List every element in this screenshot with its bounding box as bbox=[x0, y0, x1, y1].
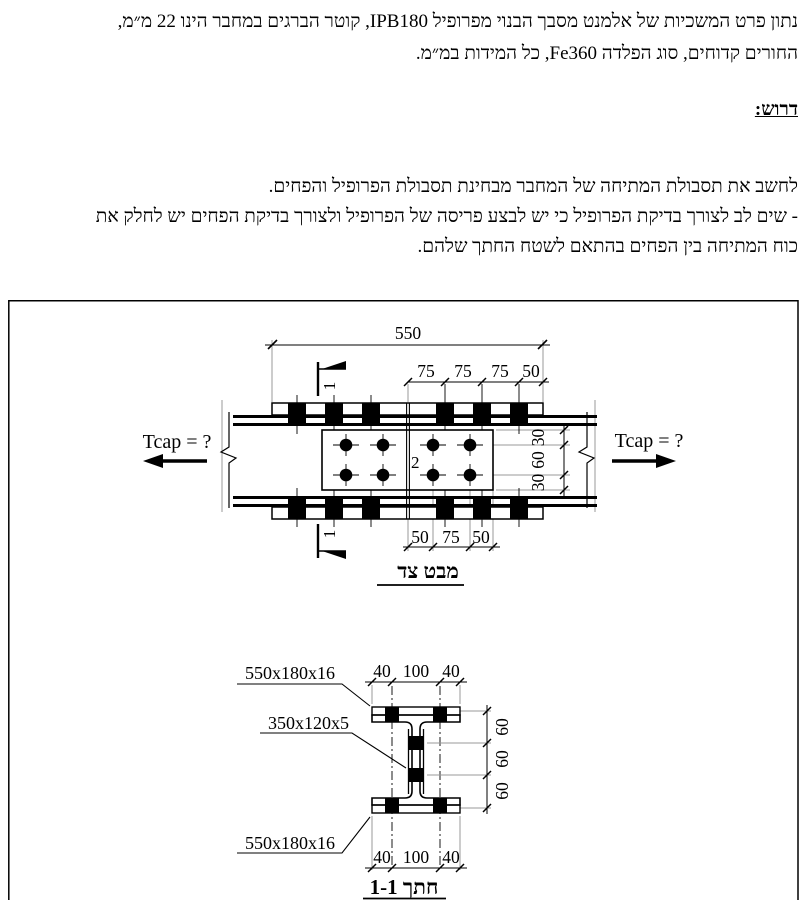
dim-sec-top-100: 100 bbox=[402, 661, 430, 681]
top-plate-size-label: 550x180x16 bbox=[245, 663, 335, 683]
section-diagram bbox=[237, 661, 512, 899]
problem-statement bbox=[8, 6, 798, 70]
intro-line-2: החורים קדוחים, סוג הפלדה Fe360, כל המידות במ״מ. bbox=[415, 43, 798, 64]
dim-sec-top-40a: 40 bbox=[373, 661, 391, 681]
bottom-flange-splice-plate bbox=[272, 507, 543, 519]
connection-detail-figure bbox=[8, 300, 799, 900]
dim-550-label: 550 bbox=[394, 323, 422, 343]
leader-bottom-plate bbox=[237, 817, 370, 853]
force-left bbox=[143, 431, 212, 468]
side-view-caption: מבט צד bbox=[397, 559, 459, 583]
force-left-arrow-head bbox=[143, 454, 163, 468]
dim-sec-right-60c: 60 bbox=[492, 782, 512, 800]
top-flange-splice-plate bbox=[272, 403, 543, 415]
required-heading-text: דרוש: bbox=[754, 99, 798, 120]
dim-top-75b: 75 bbox=[454, 361, 472, 381]
required-heading bbox=[755, 99, 798, 121]
force-left-label: Tcap = ? bbox=[142, 431, 212, 453]
section-marker-bottom-label: 1 bbox=[320, 529, 339, 539]
section-caption: חתך 1-1 bbox=[369, 875, 439, 899]
section-marker-bottom bbox=[317, 524, 346, 559]
required-line-3: כוח המתיחה בין הפחים בהתאם לשטח החתך שלהם. bbox=[417, 236, 798, 257]
dim-right-30a: 30 bbox=[528, 428, 548, 447]
bottom-plate-size-label: 550x180x16 bbox=[245, 833, 335, 853]
force-right-label: Tcap = ? bbox=[614, 430, 684, 452]
dim-sec-bot-100: 100 bbox=[402, 847, 430, 867]
dim-sec-right-60b: 60 bbox=[492, 750, 512, 768]
dim-bottom-75: 75 bbox=[442, 527, 460, 547]
dim-sec-bot-40a: 40 bbox=[373, 847, 391, 867]
section-marker-top-label: 1 bbox=[320, 381, 339, 391]
required-line-1: לחשב את תסבולת המתיחה של המחבר מבחינת תסבולת הפרופיל והפחים. bbox=[268, 176, 798, 197]
joint-gap-label: 2 bbox=[411, 453, 420, 472]
dim-bottom-50b: 50 bbox=[472, 527, 490, 547]
side-view-diagram bbox=[143, 323, 684, 585]
dim-top-75c: 75 bbox=[491, 361, 509, 381]
dim-right-30b: 30 bbox=[528, 473, 548, 492]
dim-top-50: 50 bbox=[522, 361, 540, 381]
required-line-2: - שים לב לצורך בדיקת הפרופיל כי יש לבצע פריסה של הפרופיל ולצורך בדיקת הפחים יש לחלק את bbox=[95, 206, 798, 227]
dim-web-bolt-vertical bbox=[560, 424, 568, 496]
ipb180-profile-outline bbox=[372, 715, 460, 805]
dim-sec-top-40b: 40 bbox=[442, 661, 460, 681]
web-plate-size-label: 350x120x5 bbox=[268, 713, 349, 733]
dim-sec-right-60a: 60 bbox=[492, 718, 512, 736]
intro-line-1: נתון פרט המשכיות של אלמנט מסבך הבנוי מפרופיל IPB180, קוטר הברגים במחבר הינו 22 מ״מ, bbox=[117, 11, 798, 32]
dim-sec-bot-40b: 40 bbox=[442, 847, 460, 867]
required-body bbox=[8, 172, 798, 262]
dim-top-75a: 75 bbox=[417, 361, 435, 381]
section-marker-top bbox=[317, 361, 346, 396]
leader-top-plate bbox=[237, 663, 370, 706]
force-right-arrow-head bbox=[656, 454, 676, 468]
dim-bottom-50a: 50 bbox=[411, 527, 429, 547]
dim-section-right bbox=[483, 705, 491, 814]
force-right bbox=[612, 430, 683, 468]
dim-right-60: 60 bbox=[528, 451, 548, 469]
